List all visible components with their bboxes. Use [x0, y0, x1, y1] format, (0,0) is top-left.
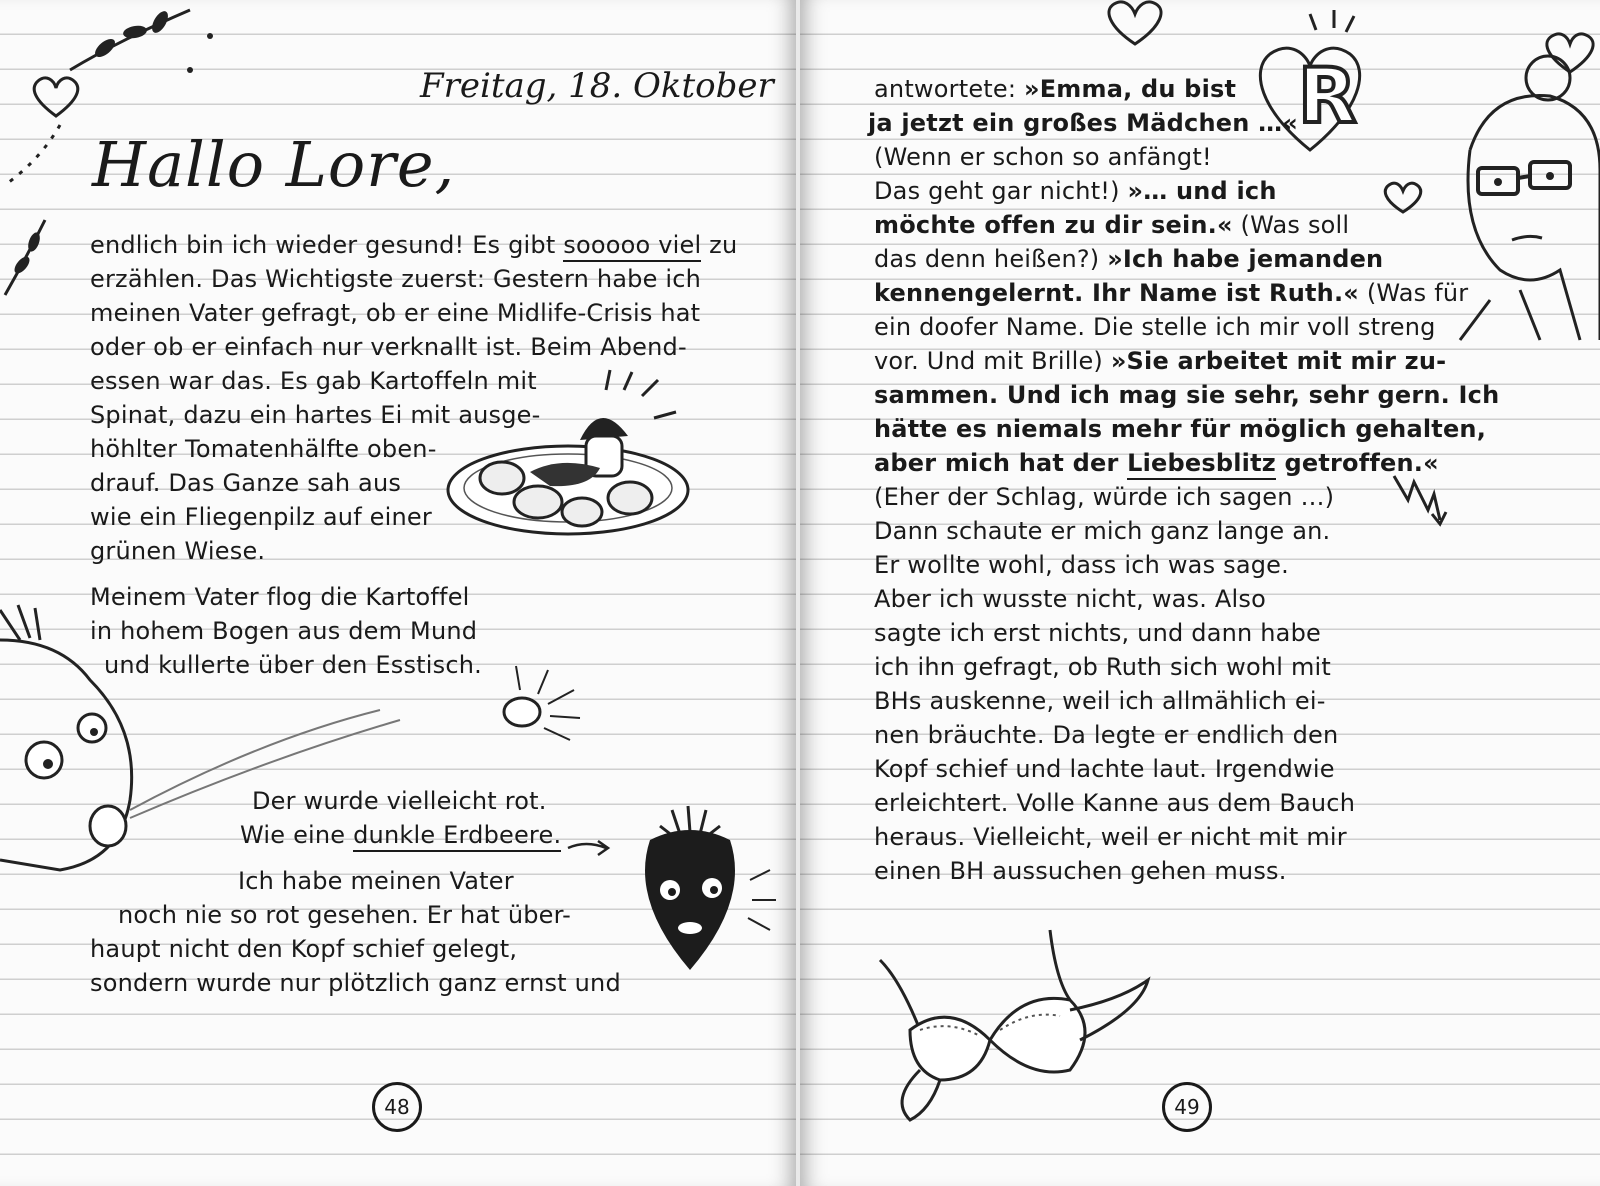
page-number-right: 49 [1162, 1082, 1212, 1132]
greeting-heading: Hallo Lore, [92, 128, 456, 201]
right-line-7: kennengelernt. Ihr Name ist Ruth.« (Was für [874, 279, 1469, 307]
right-line-10: sammen. Und ich mag sie sehr, sehr gern. Ich [874, 381, 1500, 409]
intro-line-4: oder ob er einfach nur verknallt ist. Beim Abend- [90, 333, 687, 361]
right-line-8: ein doofer Name. Die stelle ich mir voll streng [874, 313, 1436, 341]
right-line-20: nen bräuchte. Da legte er endlich den [874, 721, 1339, 749]
right-line-17: sagte ich erst nichts, und dann habe [874, 619, 1321, 647]
para2-line-1: Meinem Vater flog die Kartoffel [90, 583, 470, 611]
intro-line-5: essen war das. Es gab Kartoffeln mit [90, 367, 537, 395]
right-line-6: das denn heißen?) »Ich habe jemanden [874, 245, 1384, 273]
right-line-13: (Eher der Schlag, würde ich sagen …) [874, 483, 1335, 511]
right-line-1: antwortete: »Emma, du bist [874, 75, 1237, 103]
intro-line-8: drauf. Das Ganze sah aus [90, 469, 402, 497]
heart-icon [28, 72, 84, 122]
intro-line-9: wie ein Fliegenpilz auf einer [90, 503, 432, 531]
right-line-2: ja jetzt ein großes Mädchen …« [868, 109, 1298, 137]
right-line-15: Er wollte wohl, dass ich was sage. [874, 551, 1289, 579]
right-line-12: aber mich hat der Liebesblitz getroffen.« [874, 448, 1439, 478]
leaf-branch-icon [60, 0, 200, 80]
leaf-sprig-icon [0, 210, 60, 300]
para2-line-3: und kullerte über den Esstisch. [104, 651, 482, 679]
para3-line-4: sondern wurde nur plötzlich ganz ernst und [90, 969, 621, 997]
right-line-9: vor. Und mit Brille) »Sie arbeitet mit mir zu- [874, 347, 1447, 375]
strawberry-face-illustration [620, 800, 780, 980]
right-line-19: BHs auskenne, weil ich allmählich ei- [874, 687, 1326, 715]
right-line-3: (Wenn er schon so anfängt! [874, 143, 1212, 171]
right-line-14: Dann schaute er mich ganz lange an. [874, 517, 1331, 545]
intro-line-7: höhlter Tomatenhälfte oben- [90, 435, 437, 463]
right-line-24: einen BH aussuchen gehen muss. [874, 857, 1287, 885]
para3-line-2: noch nie so rot gesehen. Er hat über- [118, 901, 572, 929]
right-line-23: heraus. Vielleicht, weil er nicht mit mir [874, 823, 1347, 851]
intro-line-3: meinen Vater gefragt, ob er eine Midlife-Crisis hat [90, 299, 701, 327]
dotted-swirl-icon [0, 120, 70, 200]
left-page [0, 0, 796, 1186]
underlined-sooooo-viel: sooooo viel [563, 231, 701, 262]
caption-line-2: Wie eine dunkle Erdbeere. [240, 820, 561, 850]
page-number-left: 48 [372, 1082, 422, 1132]
right-line-4: Das geht gar nicht!) »… und ich [874, 177, 1277, 205]
svg-text:R: R [1298, 51, 1357, 140]
right-line-5: möchte offen zu dir sein.« (Was soll [874, 211, 1350, 239]
right-line-22: erleichtert. Volle Kanne aus dem Bauch [874, 789, 1356, 817]
lightning-arrow-icon [1390, 470, 1450, 540]
right-line-11: hätte es niemals mehr für möglich gehalten, [874, 415, 1487, 443]
intro-line-10: grünen Wiese. [90, 537, 266, 565]
bra-illustration [870, 920, 1170, 1130]
para2-line-2: in hohem Bogen aus dem Mund [90, 617, 478, 645]
intro-line-6: Spinat, dazu ein hartes Ei mit ausge- [90, 401, 541, 429]
heart-icon [1100, 0, 1170, 48]
right-page [800, 0, 1600, 1186]
father-spitting-potato-illustration [0, 600, 600, 900]
right-line-16: Aber ich wusste nicht, was. Also [874, 585, 1266, 613]
para3-line-3: haupt nicht den Kopf schief gelegt, [90, 935, 518, 963]
right-line-18: ich ihn gefragt, ob Ruth sich wohl mit [874, 653, 1332, 681]
intro-line-1: endlich bin ich wieder gesund! Es gibt sooooo viel zu [90, 230, 737, 260]
arrow-right-icon [566, 838, 616, 858]
intro-line-2: erzählen. Das Wichtigste zuerst: Gestern habe ich [90, 265, 702, 293]
underlined-liebesblitz: Liebesblitz [1127, 449, 1276, 480]
right-line-21: Kopf schief und lachte laut. Irgendwie [874, 755, 1335, 783]
underlined-dunkle-erdbeere: dunkle Erdbeere. [353, 821, 561, 852]
diary-date: Freitag, 18. Oktober [420, 66, 774, 106]
caption-line-1: Der wurde vielleicht rot. [252, 787, 547, 815]
para3-line-1: Ich habe meinen Vater [238, 867, 514, 895]
heart-icon [1380, 180, 1426, 216]
plate-with-potatoes-illustration [440, 360, 700, 560]
r-letter-heart-icon [1250, 10, 1410, 170]
